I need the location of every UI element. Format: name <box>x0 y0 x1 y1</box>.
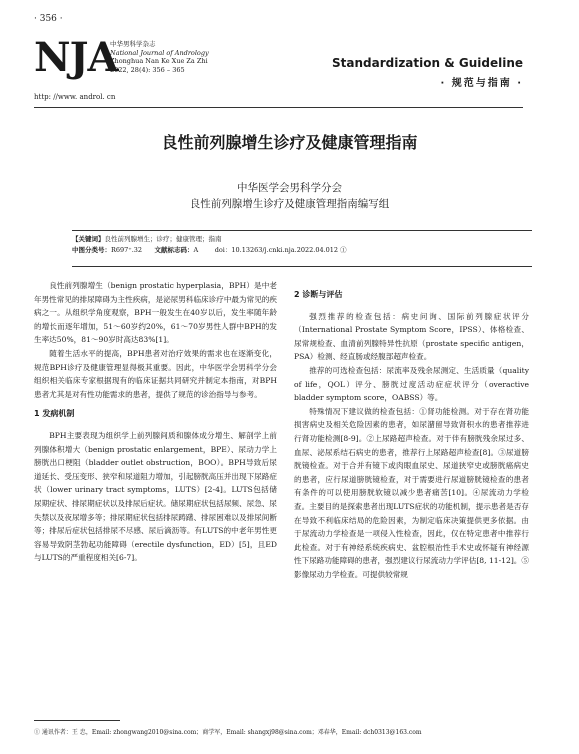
journal-logo: NJA <box>34 34 118 81</box>
section-label-cn: · 规范与指南 · <box>440 78 523 89</box>
journal-name-en: National Journal of Andrology <box>110 48 209 57</box>
clc-value: R697⁺.32 <box>111 246 143 254</box>
author-block <box>0 180 579 212</box>
doi-value[interactable]: 10.13263/j.cnki.nja.2022.04.012 ① <box>231 246 347 254</box>
paragraph: 强烈推荐的检查包括：病史问询、国际前列腺症状评分（International Prostate Symptom Score，IPSS）、体格检查、尿常规检查、血清前列腺特异性抗原（prostate specific antigen，PSA）检测、经直肠或经腹部超声检查。 <box>294 311 529 362</box>
page-number: · 356 · <box>34 14 63 24</box>
keywords-top-rule <box>72 230 532 231</box>
keywords-line <box>72 234 532 245</box>
keywords-box <box>72 234 532 268</box>
section-heading: 2 诊断与评估 <box>294 290 343 299</box>
clc-label: 中图分类号： <box>72 246 111 254</box>
paragraph: 推荐的可选检查包括：尿流率及残余尿测定、生活质量（quality of life，QOL）评分、膀胱过度活动症症状评分（overactive bladder symptom score，OABSS）等。 <box>294 365 529 403</box>
keywords-label: 【关键词】 <box>72 235 105 243</box>
paragraph: BPH主要表现为组织学上前列腺间质和腺体成分增生、解剖学上前列腺体积增大（benign prostatic enlargement，BPE）、尿动力学上膀胱出口梗阻（bladder outlet obstruction，BOO）。BPH导致后尿道延长、受压变形、狭窄和尿道阻力增加，引起膀胱高压并出现下尿路症状（lower urinary tract symptoms，LUTS）[2-4]。LUTS包括储尿期症状、排尿期症状以及排尿后症状。储尿期症状包括尿频、尿急、尿失禁以及夜尿增多等；排尿期症状包括排尿踌躇、排尿困难以及排尿间断等；排尿后症状包括排尿不尽感、尿后滴沥等。有LUTS的中老年男性更容易导致阴茎勃起功能障碍（erectile dysfunction，ED）[5]，且ED与LUTS的严重程度相关[6-7]。 <box>34 430 277 563</box>
header-divider <box>34 107 523 108</box>
section-label <box>332 56 523 89</box>
journal-info <box>110 40 209 74</box>
paragraph: 随着生活水平的提高，BPH患者对治疗效果的需求也在逐渐变化，规范BPH诊疗及健康管理显得极其重要。因此，中华医学会男科学分会组织相关临床专家根据现有的临床证据共同研究并制定本指南，对BPH患者尤其是对有性功能需求的患者，提供了规范的诊治指导与参考。 <box>34 348 277 399</box>
journal-name-pinyin: Zhonghua Nan Ke Xue Za Zhi <box>110 57 208 65</box>
left-column <box>34 279 277 565</box>
article-title: 良性前列腺增生诊疗及健康管理指南 <box>161 133 418 152</box>
paragraph: 良性前列腺增生（benign prostatic hyperplasia，BPH）是中老年男性常见的排尿障碍为主性疾病，是泌尿男科临床诊疗中最为常见的疾病之一。从组织学角度观察，BPH一般发生在40岁以后，发生率随年龄的增长而逐年增加，51～60岁约20%，61～70岁男性人群中BPH的发生率达50%，81～90岁时高达83%[1]。 <box>34 281 277 345</box>
section-label-en: Standardization & Guideline <box>331 56 523 70</box>
footnote: ① 通讯作者：王 忠，Email: zhongwang2010@sina.com；商学军，Email: shangxj98@sina.com；邓春华，Email: dch0313@163.com <box>34 729 422 736</box>
author-line-1: 中华医学会男科学分会 <box>237 182 342 194</box>
doc-code-value: A <box>193 246 199 254</box>
classification-line <box>72 245 532 256</box>
footnote-rule <box>34 720 120 721</box>
keywords-text: 良性前列腺增生；诊疗；健康管理；指南 <box>104 235 222 243</box>
keywords-bottom-rule <box>72 266 532 267</box>
doc-code-label: 文献标志码： <box>154 246 194 254</box>
section-heading: 1 发病机制 <box>34 409 75 419</box>
journal-name-cn: 中华男科学杂志 <box>110 40 156 48</box>
author-line-2: 良性前列腺增生诊疗及健康管理指南编写组 <box>189 198 390 210</box>
doi-label: doi： <box>214 246 232 254</box>
right-column <box>294 288 529 581</box>
paragraph: 特殊情况下建议做的检查包括：①肾功能检测。对于存在肾功能损害病史及相关危险因素的患者，如尿潴留导致肾积水的患者推荐进行肾功能检测[8-9]。②上尿路超声检查。对于伴有膀胱残余尿过多、血尿、泌尿系结石病史的患者，推荐行上尿路超声检查[8]。③尿道膀胱镜检查。对于合并有镜下或肉眼血尿史、尿道狭窄史或膀胱癌病史的患者，应行尿道膀胱镜检查，对于需要进行尿道膀胱镜检查的患者有条件的可以使用膀胱软镜以减少患者痛苦[10]。④尿流动力学检查。主要目的是探索患者出现LUTS症状的功能机制，提示患者是否存在导致不利临床结局的危险因素，为制定临床决策提供更多依据。由于尿流动力学检查是一项侵入性检查，因此，仅在特定患者中推荐行此检查。对于有神经系统疾病史、盆腔根治性手术史或怀疑有神经源性下尿路功能障碍的患者，强烈建议行尿流动力学评估[8, 11-12]。⑤影像尿动力学检查。可提供较常规 <box>294 406 529 579</box>
journal-url[interactable]: http: //www. androl. cn <box>34 93 116 101</box>
journal-issue: 2022, 28(4): 356 – 365 <box>110 65 185 74</box>
